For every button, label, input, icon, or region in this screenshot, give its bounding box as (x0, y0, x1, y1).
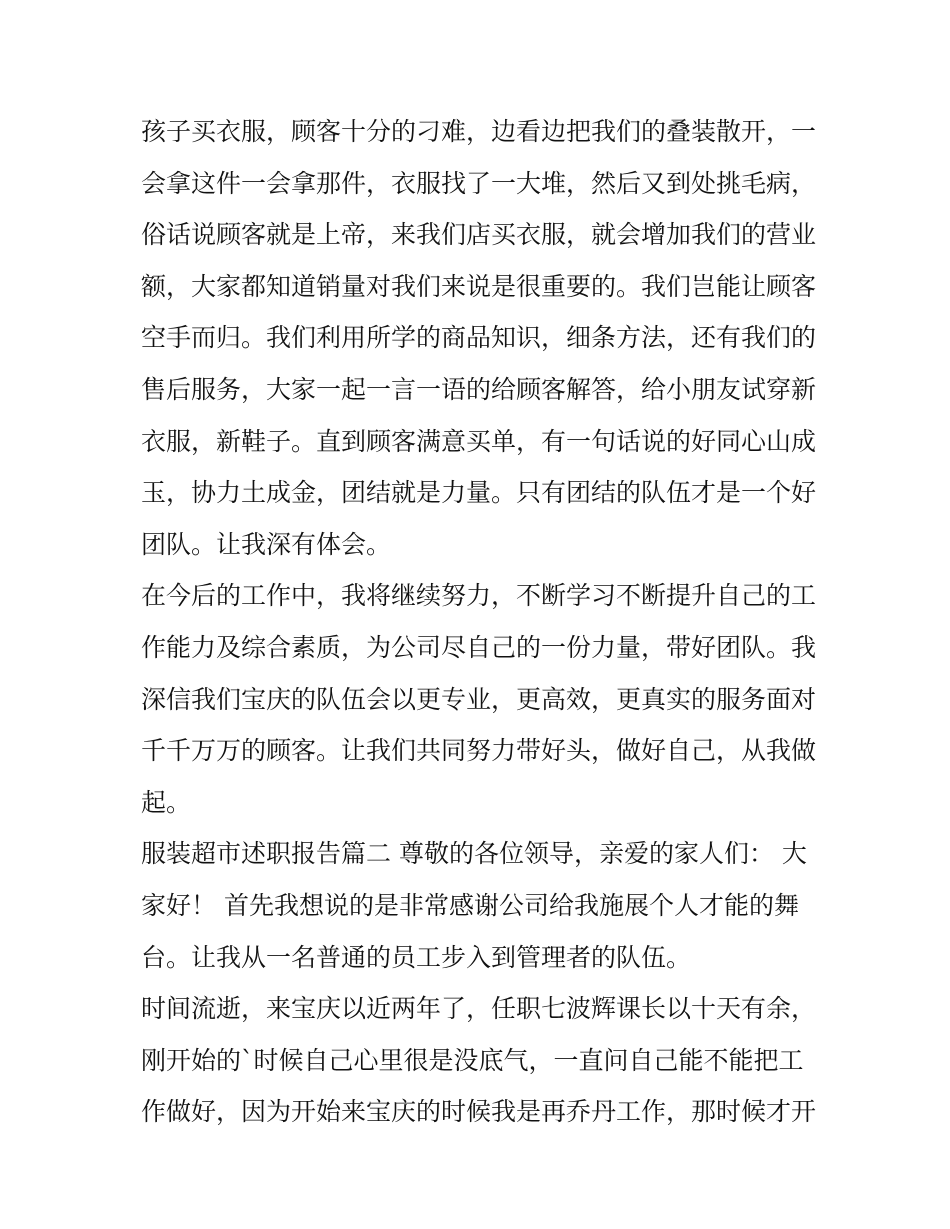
text-line: 刚开始的`时候自己心里很是没底气，一直问自己能不能把工 (141, 1045, 804, 1075)
text-line: 时间流逝，来宝庆以近两年了，任职七波辉课长以十天有余， (141, 994, 817, 1024)
text-line: 台。让我从一名普通的员工步入到管理者的队伍。 (141, 942, 692, 972)
text-line: 在今后的工作中，我将继续努力，不断学习不断提升自己的工 (141, 581, 817, 611)
text-line: 玉，协力土成金，团结就是力量。只有团结的队伍才是一个好 (141, 478, 817, 508)
text-line: 作能力及综合素质，为公司尽自己的一份力量，带好团队。我 (141, 632, 817, 662)
section-heading-line: 服装超市述职报告篇二 尊敬的各位领导，亲爱的家人们： 大 (141, 839, 807, 869)
text-line: 额，大家都知道销量对我们来说是很重要的。我们岂能让顾客 (141, 271, 817, 301)
text-line: 作做好，因为开始来宝庆的时候我是再乔丹工作，那时候才开 (141, 1097, 817, 1127)
text-line: 起。 (141, 787, 192, 817)
text-line: 空手而归。我们利用所学的商品知识，细条方法，还有我们的 (141, 323, 817, 353)
text-line: 团队。让我深有体会。 (141, 529, 392, 559)
text-line: 家好！ 首先我想说的是非常感谢公司给我施展个人才能的舞 (141, 890, 799, 920)
text-line: 孩子买衣服，顾客十分的刁难，边看边把我们的叠装散开，一 (141, 117, 817, 146)
text-line: 衣服，新鞋子。直到顾客满意买单，有一句话说的好同心山成 (141, 426, 817, 456)
text-line: 俗话说顾客就是上帝，来我们店买衣服，就会增加我们的营业 (141, 220, 817, 250)
text-line: 售后服务，大家一起一言一语的给顾客解答，给小朋友试穿新 (141, 374, 817, 404)
text-line: 千千万万的顾客。让我们共同努力带好头，做好自己，从我做 (141, 736, 817, 766)
text-line: 会拿这件一会拿那件，衣服找了一大堆，然后又到处挑毛病， (141, 168, 817, 198)
text-line: 深信我们宝庆的队伍会以更专业，更高效，更真实的服务面对 (141, 684, 817, 714)
body-text (141, 106, 821, 1138)
